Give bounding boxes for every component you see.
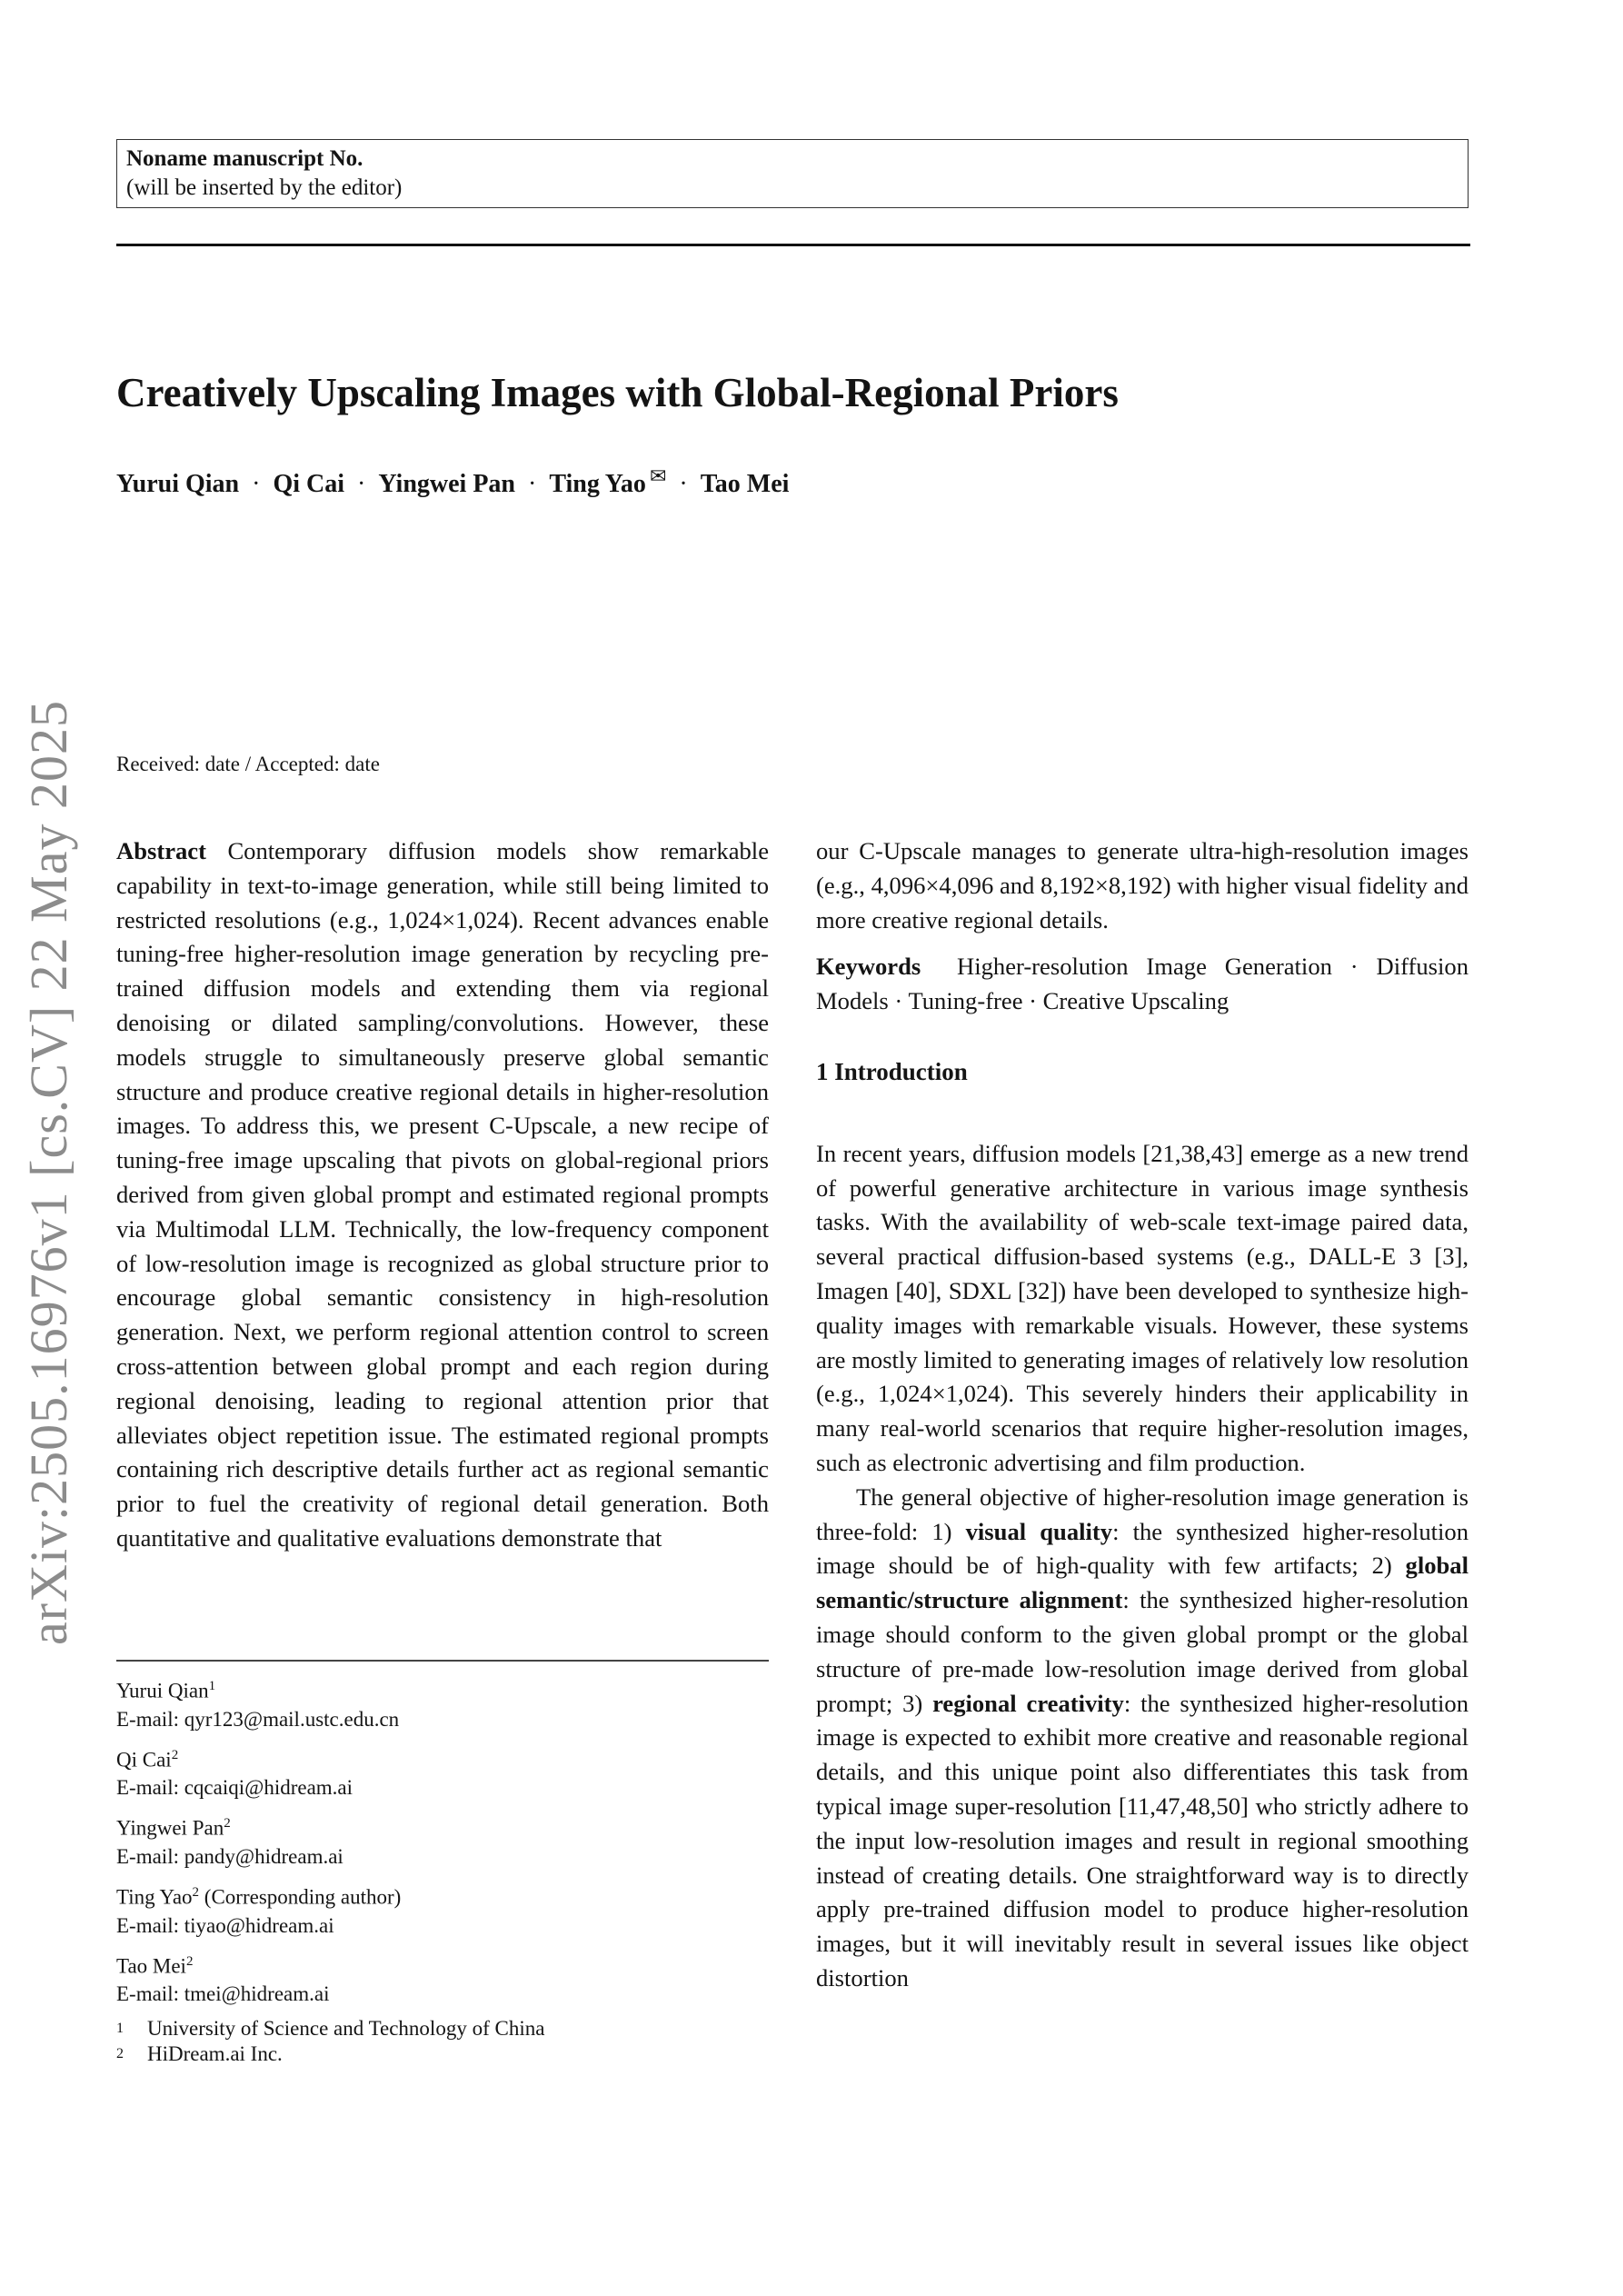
author-contact	[116, 1672, 769, 1733]
envelope-icon: ✉	[649, 464, 667, 487]
contact-note: (Corresponding author)	[199, 1885, 402, 1909]
manuscript-box	[116, 139, 1469, 208]
section-heading: 1 Introduction	[816, 1057, 968, 1085]
author-name: Ting Yao	[549, 470, 646, 498]
abstract-text: Contemporary diffusion models show remarkable capability in text-to-image generation, while still being limited to restricted resolutions (e.g., 1,024×1,024). Recent advances enable tuning-free higher-resolution image generation by recycling pre-trained diffusion models and extending them via regional denoising or dilated sampling/convolutions. However, these models struggle to simultaneously preserve global semantic structure and produce creative regional details in higher-resolution images. To address this, we present C-Upscale, a new recipe of tuning-free image upscaling that pivots on global-regional priors derived from given global prompt and estimated regional prompts via Multimodal LLM. Technically, the low-frequency component of low-resolution image is recognized as global structure prior to encourage global semantic consistency in high-resolution generation. Next, we perform regional attention control to screen cross-attention between global prompt and each region during regional denoising, leading to regional attention prior that alleviates object repetition issue. The estimated regional prompts containing rich descriptive details further act as regional semantic prior to fuel the creativity of regional detail generation. Both quantitative and qualitative evaluations demonstrate that	[116, 837, 769, 1552]
affiliation-text: HiDream.ai Inc.	[147, 2042, 283, 2066]
author-name: Yingwei Pan	[378, 470, 515, 498]
footnotes	[116, 1672, 769, 2067]
contact-email: E-mail: cqcaiqi@hidream.ai	[116, 1776, 353, 1800]
footnote-rule	[116, 1660, 769, 1662]
contact-email: E-mail: pandy@hidream.ai	[116, 1844, 344, 1868]
contact-email: E-mail: qyr123@mail.ustc.edu.cn	[116, 1707, 400, 1731]
affiliation	[116, 2016, 769, 2041]
contact-sup: 2	[171, 1747, 179, 1762]
author-list: Yurui Qian · Qi Cai · Yingwei Pan · Ting Yao ✉ · Tao Mei	[116, 464, 790, 498]
intro-paragraph: In recent years, diffusion models [21,38,43] emerge as a new trend of powerful generative architecture in various image synthesis tasks. With the availability of web-scale text-image paired data, several practical diffusion-based systems (e.g., DALL-E 3 [3], Imagen [40], SDXL [32]) have been developed to synthesize high-quality images with remarkable visuals. However, these systems are mostly limited to generating images of relatively low resolution (e.g., 1,024×1,024). This severely hinders their applicability in many real-world scenarios that require higher-resolution images, such as electronic advertising and film production.	[816, 1139, 1469, 1476]
right-column	[816, 834, 1469, 1996]
contact-sup: 2	[224, 1816, 231, 1832]
author-contact	[116, 1948, 769, 2009]
author-contact	[116, 1879, 769, 1940]
contact-email: E-mail: tiyao@hidream.ai	[116, 1913, 334, 1937]
arxiv-identifier: arXiv:2505.16976v1 [cs.CV] 22 May 2025	[19, 699, 78, 1645]
contact-sup: 2	[192, 1884, 200, 1900]
contact-name: Qi Cai	[116, 1748, 172, 1772]
author-name: Yurui Qian	[116, 470, 240, 498]
author-contact	[116, 1810, 769, 1871]
abstract-label: Abstract	[116, 837, 206, 864]
contact-sup: 2	[185, 1953, 194, 1969]
author-name: Qi Cai	[273, 470, 345, 498]
author-contact	[116, 1742, 769, 1802]
contact-name: Tao Mei	[116, 1954, 186, 1978]
abstract-continued: our C-Upscale manages to generate ultra-high-resolution images (e.g., 4,096×4,096 and 8,192×8,192) with higher visual fidelity and more creative regional details.	[816, 837, 1469, 933]
keywords-text: Higher-resolution Image Generation · Diffusion Models · Tuning-free · Creative Upscaling	[816, 953, 1469, 1015]
author-name: Tao Mei	[700, 470, 790, 498]
contact-name: Yurui Qian	[116, 1679, 209, 1702]
left-column	[116, 834, 769, 1556]
intro-paragraph: The general objective of higher-resolution image generation is three-fold: 1) visual quality: the synthesized higher-resolution image should be of high-quality with few artifacts; 2) global semantic/structure alignment: the synthesized higher-resolution image should conform to the given global prompt or the global structure of pre-made low-resolution image derived from global prompt; 3) regional creativity: the synthesized higher-resolution image is expected to exhibit more creative and reasonable regional details, and this unique point also differentiates this task from typical image super-resolution [11,47,48,50] who strictly adhere to the input low-resolution images and result in regional smoothing instead of creating details. One straightforward way is to directly apply pre-trained diffusion model to produce higher-resolution images, but it will inevitably result in several issues like object distortion	[816, 1482, 1469, 1992]
paper-title: Creatively Upscaling Images with Global-Regional Priors	[116, 370, 1119, 415]
affiliation	[116, 2041, 769, 2067]
manuscript-number: Noname manuscript No.	[126, 146, 363, 171]
abstract	[116, 834, 769, 1556]
header-rule	[116, 244, 1470, 246]
keywords-label: Keywords	[816, 953, 921, 981]
affiliation-sup: 2	[116, 2046, 124, 2062]
contact-name: Yingwei Pan	[116, 1816, 224, 1840]
contact-sup: 1	[208, 1679, 216, 1693]
contact-email: E-mail: tmei@hidream.ai	[116, 1982, 330, 2006]
keywords	[816, 950, 1469, 1019]
affiliation-sup: 1	[116, 2021, 124, 2037]
received-date: Received: date / Accepted: date	[116, 753, 380, 775]
editor-note: (will be inserted by the editor)	[126, 175, 403, 200]
contact-name: Ting Yao	[116, 1885, 193, 1909]
affiliation-text: University of Science and Technology of China	[147, 2017, 545, 2041]
